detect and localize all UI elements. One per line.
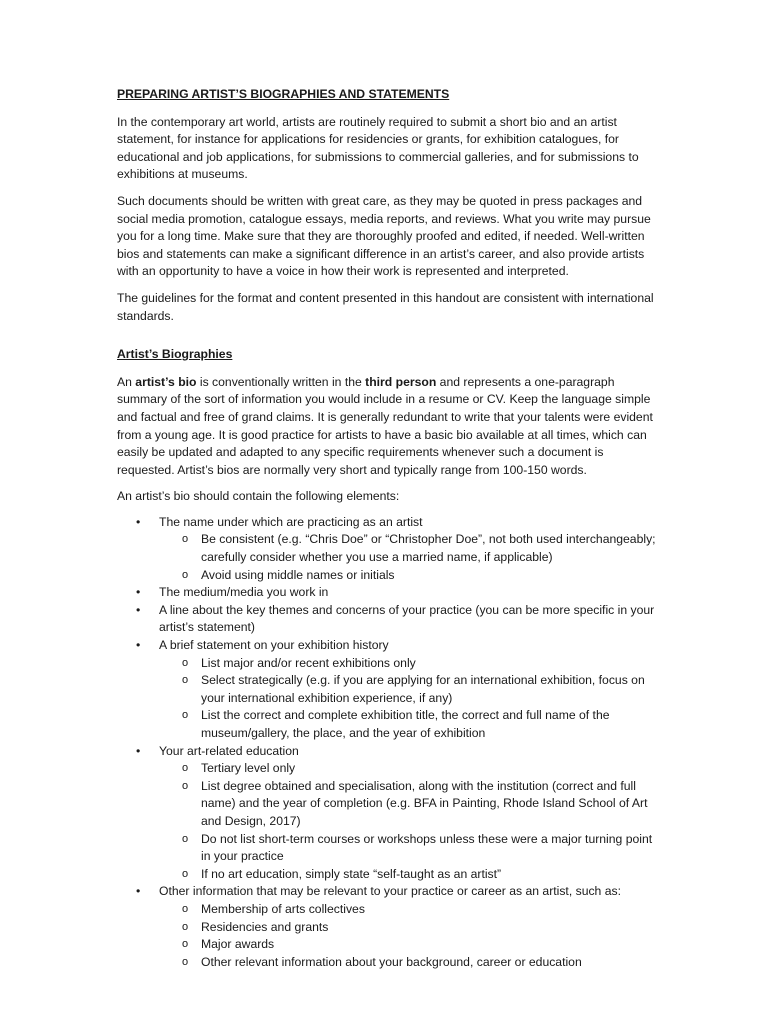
intro-paragraph-2: Such documents should be written with great care, as they may be quoted in press packages and social media promotion, catalogue essays, media reports, and reviews. What you write may pursue you for a long time. Make sure that they are thoroughly proofed and edited, if needed. Well-written bios and statements can make a significant difference in an artist’s career, and also provide artists with an opportunity to have a voice in how their work is represented and interpreted. [117,193,651,279]
hollow-bullet-icon: o [182,832,189,845]
bio-element-item [117,514,657,584]
bullet-icon: • [136,602,141,617]
hollow-bullet-icon: o [182,955,189,968]
section-heading-biographies: Artist’s Biographies [117,347,233,362]
bio-element-item [117,584,657,602]
sub-list-text: Major awards [201,937,275,952]
bio-element-item [117,743,657,884]
hollow-bullet-icon: o [182,674,189,687]
bio-element-text: Your art-related education [159,743,299,758]
hollow-bullet-icon: o [182,920,189,933]
sub-list-item [159,778,657,831]
hollow-bullet-icon: o [182,656,189,669]
bio-elements-list [117,514,657,971]
hollow-bullet-icon: o [182,902,189,915]
sub-list-text: Be consistent (e.g. “Chris Doe” or “Christopher Doe”, not both used interchangeably; carefully consider whether you use a married name, if applicable) [201,532,656,565]
bullet-icon: • [136,743,141,758]
intro-paragraph-1: In the contemporary art world, artists are routinely required to submit a short bio and an artist statement, for instance for applications for residencies or grants, for exhibition catalogues, for educational and job applications, for submissions to commercial galleries, and for submissions to exhibitions at museums. [117,114,639,182]
bio-element-item [117,637,657,743]
sub-list [159,760,657,883]
sub-list-text: If no art education, simply state “self-taught as an artist” [201,866,502,881]
bio-element-item [117,883,657,971]
sub-list [159,655,657,743]
bio-para-text: An [117,374,136,389]
bullet-icon: • [136,884,141,899]
bio-para-bold-term: third person [365,374,437,389]
bio-definition-paragraph [117,374,657,480]
bio-element-text: The medium/media you work in [159,585,329,600]
bio-para-text: is conventionally written in the [196,374,366,389]
bio-para-text: and represents a one-paragraph summary of the sort of information you would include in a resume or CV. Keep the language simple and factual and free of grand claims. It is generally redundant to write that your talents were evident from a young age. It is good practice for artists to have a basic bio available at all times, which can easily be updated and adapted to any specific requirements whenever such a document is requested. Artist’s bios are normally very short and typically range from 100-150 words. [117,374,653,477]
sub-list-item [159,567,657,585]
bio-element-text: Other information that may be relevant to your practice or career as an artist, such as: [159,884,621,899]
sub-list-text: Membership of arts collectives [201,901,365,916]
sub-list-text: List degree obtained and specialisation, along with the institution (correct and full name) and the year of completion (e.g. BFA in Painting, Rhode Island School of Art and Design, 2017) [201,778,648,828]
sub-list-item [159,831,657,866]
sub-list-text: Residencies and grants [201,919,329,934]
document-body [117,86,657,971]
hollow-bullet-icon: o [182,867,189,880]
hollow-bullet-icon: o [182,779,189,792]
bio-element-item [117,602,657,637]
sub-list-item [159,655,657,673]
sub-list-item [159,707,657,742]
hollow-bullet-icon: o [182,709,189,722]
sub-list-text: Select strategically (e.g. if you are applying for an international exhibition, focus on your international exhibition experience, if any) [201,673,645,705]
bio-element-text: A brief statement on your exhibition history [159,638,389,653]
document-title: PREPARING ARTIST’S BIOGRAPHIES AND STATEMENTS [117,87,450,101]
sub-list-item [159,866,657,884]
section-spacer [117,334,657,346]
sub-list-item [159,936,657,954]
sub-list-item [159,919,657,937]
hollow-bullet-icon: o [182,938,189,951]
bio-para-bold-term: artist’s bio [135,374,197,389]
bio-element-text: A line about the key themes and concerns of your practice (you can be more specific in your artist’s statement) [159,602,655,635]
bullet-icon: • [136,585,141,600]
bullet-icon: • [136,638,141,653]
sub-list-text: Do not list short-term courses or workshops unless these were a major turning point in your practice [201,831,653,864]
elements-intro: An artist’s bio should contain the following elements: [117,489,400,504]
hollow-bullet-icon: o [182,762,189,775]
sub-list-text: Tertiary level only [201,761,296,776]
sub-list-text: Other relevant information about your background, career or education [201,954,582,969]
hollow-bullet-icon: o [182,533,189,546]
sub-list-text: Avoid using middle names or initials [201,567,395,582]
sub-list [159,531,657,584]
sub-list-text: List the correct and complete exhibition title, the correct and full name of the museum/gallery, the place, and the year of exhibition [201,708,610,740]
hollow-bullet-icon: o [182,568,189,581]
sub-list [159,901,657,971]
sub-list-text: List major and/or recent exhibitions only [201,655,416,670]
sub-list-item [159,901,657,919]
intro-paragraph-3: The guidelines for the format and content presented in this handout are consistent with international standards. [117,290,654,323]
sub-list-item [159,672,657,707]
bio-element-text: The name under which are practicing as an artist [159,514,423,529]
sub-list-item [159,954,657,972]
bullet-icon: • [136,514,141,529]
sub-list-item [159,760,657,778]
sub-list-item [159,531,657,566]
